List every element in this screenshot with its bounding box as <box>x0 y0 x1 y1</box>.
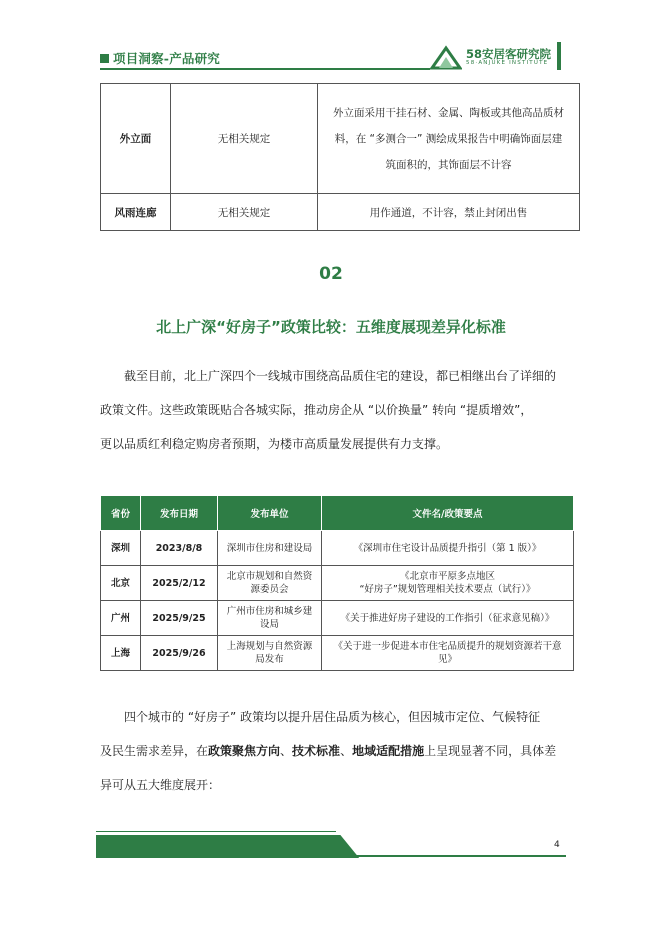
cell-date: 2025/2/12 <box>141 566 218 601</box>
header-rule <box>100 68 430 70</box>
cell-province: 上海 <box>101 636 141 671</box>
logo-sub-text: 58·ANJUKE INSTITUTE <box>466 60 549 66</box>
issuer-line: 上海规划与自然资源 <box>226 641 313 652</box>
description-line: 外立面采用干挂石材、金属、陶板或其他高品质材 <box>333 106 564 119</box>
table-row <box>101 531 574 566</box>
header-accent-bar <box>557 42 561 70</box>
cell-date: 2025/9/26 <box>141 636 218 671</box>
table-row <box>101 601 574 636</box>
row-regulation: 无相关规定 <box>171 194 318 231</box>
cell-province: 广州 <box>101 601 141 636</box>
cell-province: 北京 <box>101 566 141 601</box>
text-run: 、 <box>280 744 293 758</box>
table-row <box>101 566 574 601</box>
paragraph-line: 政策文件。这些政策既贴合各城实际，推动房企从 “以价换量” 转向 “提质增效”， <box>100 403 533 417</box>
document-line: “好房子”规划管理相关技术要点（试行）》 <box>359 584 536 595</box>
table-header-row <box>101 496 574 531</box>
cell-document <box>322 636 574 671</box>
table-row <box>101 84 580 194</box>
regulation-comparison-table <box>100 83 580 231</box>
header-section-title: 项目洞察-产品研究 <box>113 51 220 66</box>
cell-document <box>322 566 574 601</box>
cell-document: 《深圳市住宅设计品质提升指引（第 1 版）》 <box>322 531 574 566</box>
document-line: 见》 <box>437 654 457 665</box>
issuer-line: 广州市住房和城乡建 <box>226 606 313 617</box>
text-run: 及民生需求差异，在 <box>100 744 209 758</box>
row-label: 风雨连廊 <box>101 194 171 231</box>
header-document: 文件名/政策要点 <box>322 496 574 531</box>
footer-rule <box>96 855 566 857</box>
issuer-line: 设局 <box>259 619 279 630</box>
cell-date: 2025/9/25 <box>141 601 218 636</box>
paragraph-line: 异可从五大维度展开： <box>100 778 221 792</box>
issuer-line: 局发布 <box>255 654 284 665</box>
row-description <box>318 84 580 194</box>
section-title: 北上广深“好房子”政策比较：五维度展现差异化标准 <box>156 318 506 336</box>
header-province: 省份 <box>101 496 141 531</box>
row-label: 外立面 <box>101 84 171 194</box>
table-row <box>101 636 574 671</box>
house-logo-icon <box>430 44 462 70</box>
section-number: 02 <box>319 264 343 284</box>
paragraph-line <box>100 734 562 768</box>
policy-table <box>100 495 574 671</box>
cell-province: 深圳 <box>101 531 141 566</box>
cell-issuer: 深圳市住房和建设局 <box>218 531 322 566</box>
paragraph-line: 四个城市的 “好房子” 政策均以提升居住品质为核心，但因城市定位、气候特征 <box>124 710 541 724</box>
header-date: 发布日期 <box>141 496 218 531</box>
cell-document: 《关于推进好房子建设的工作指引（征求意见稿）》 <box>322 601 574 636</box>
summary-paragraph <box>100 700 562 802</box>
document-line: 《北京市平原多点地区 <box>399 571 495 582</box>
header-issuer: 发布单位 <box>218 496 322 531</box>
cell-date: 2023/8/8 <box>141 531 218 566</box>
table-row <box>101 194 580 231</box>
cell-issuer <box>218 566 322 601</box>
row-description: 用作通道，不计容，禁止封闭出售 <box>318 194 580 231</box>
text-run: 、 <box>340 744 353 758</box>
footer-thin-rule <box>96 831 336 832</box>
row-regulation: 无相关规定 <box>171 84 318 194</box>
text-run: 上呈现显著不同，具体差 <box>424 744 557 758</box>
issuer-line: 源委员会 <box>250 584 289 595</box>
description-line: 筑面积的，其饰面层不计容 <box>385 158 512 171</box>
cell-issuer <box>218 601 322 636</box>
emphasis-technical: 技术标准 <box>292 744 341 758</box>
logo-main-text: 58安居客研究院 <box>466 47 552 61</box>
brand-logo <box>430 42 565 72</box>
issuer-line: 北京市规划和自然资 <box>226 571 313 582</box>
cell-issuer <box>218 636 322 671</box>
paragraph-line: 更以品质红利稳定购房者预期，为楼市高质量发展提供有力支撑。 <box>100 437 449 451</box>
paragraph-line: 截至目前，北上广深四个一线城市围绕高品质住宅的建设，都已相继出台了详细的 <box>124 369 557 383</box>
emphasis-regional: 地域适配措施 <box>352 744 425 758</box>
emphasis-focus: 政策聚焦方向 <box>208 744 281 758</box>
intro-paragraph <box>100 359 562 461</box>
document-line: 《关于进一步促进本市住宅品质提升的规划资源若干意 <box>333 641 562 652</box>
page-number: 4 <box>554 840 560 850</box>
header-marker <box>100 54 109 63</box>
description-line: 料，在 “多测合一” 测绘成果报告中明确饰面层建 <box>334 132 563 145</box>
